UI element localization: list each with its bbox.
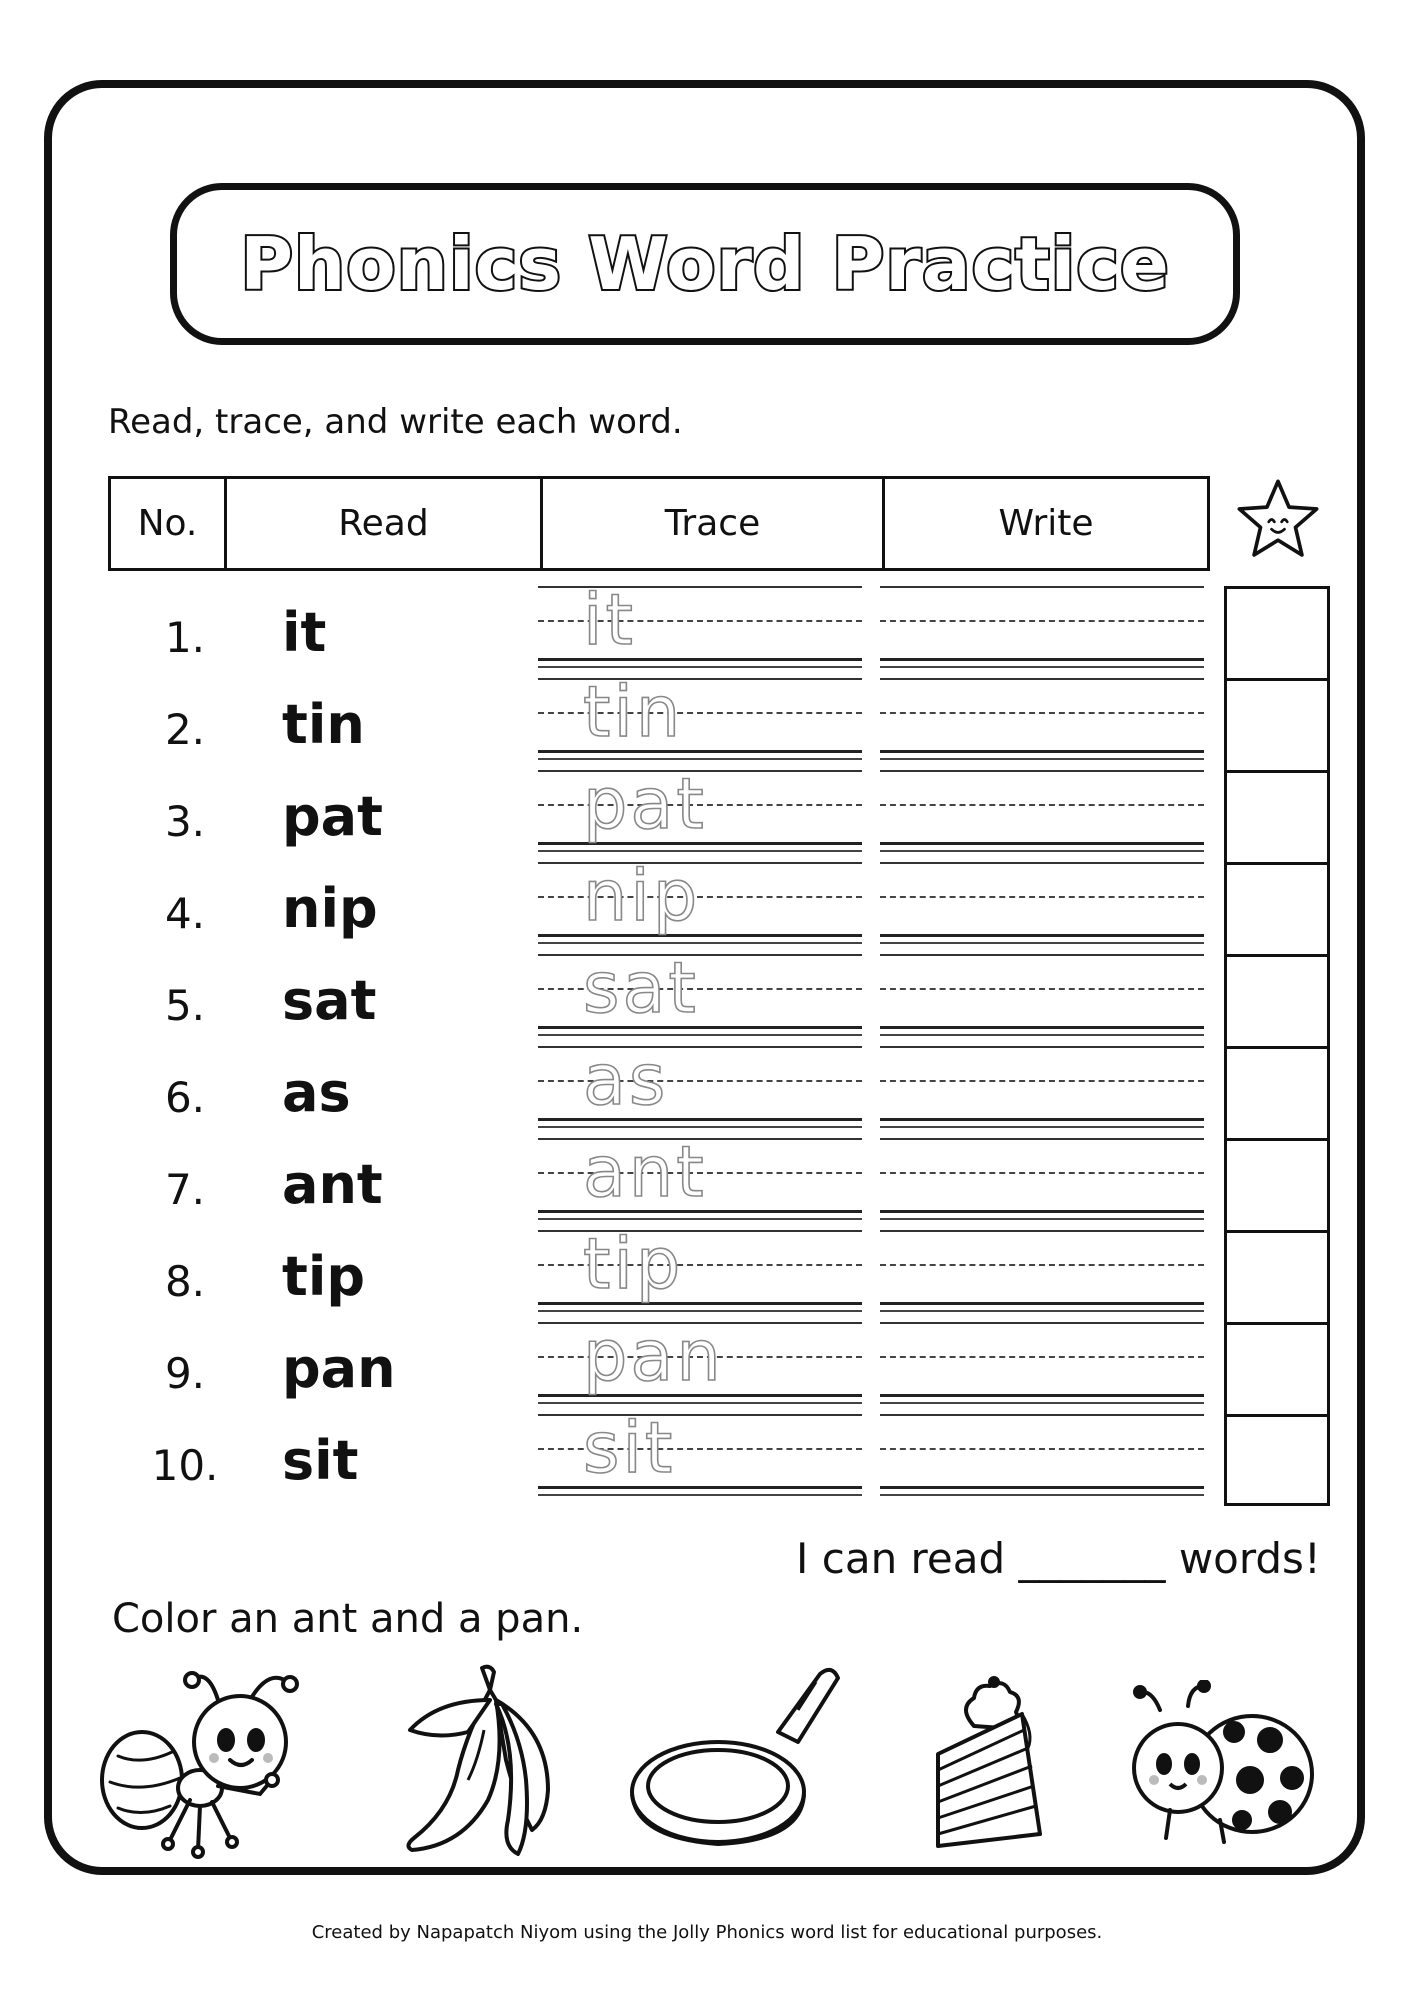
row-number: 4. <box>164 889 206 938</box>
page-title: Phonics Word Practice <box>240 222 1170 306</box>
trace-word: pan <box>583 1315 724 1397</box>
trace-lines[interactable] <box>538 763 862 850</box>
read-word: it <box>282 601 327 664</box>
read-word: nip <box>282 877 378 940</box>
title-banner <box>170 183 1240 345</box>
checkbox-column <box>1224 586 1330 1506</box>
trace-word: nip <box>583 855 701 937</box>
header-read: Read <box>227 479 543 568</box>
row-number: 2. <box>164 705 206 754</box>
read-word: tip <box>282 1245 365 1308</box>
header-write: Write <box>998 503 1094 544</box>
checkbox[interactable] <box>1227 1141 1327 1233</box>
trace-word: ant <box>583 1131 707 1213</box>
color-instruction: Color an ant and a pan. <box>112 1596 584 1642</box>
row-number: 5. <box>164 981 206 1030</box>
write-lines[interactable] <box>880 1322 1204 1402</box>
checkbox[interactable] <box>1227 1233 1327 1325</box>
i-can-read-text: I can read _______ words! <box>796 1534 1321 1583</box>
instructions: Read, trace, and write each word. <box>108 402 683 442</box>
ant-icon[interactable] <box>100 1660 320 1860</box>
read-word: tin <box>282 693 365 756</box>
header-trace: Trace <box>543 479 885 568</box>
table-header <box>108 476 1210 571</box>
checkbox[interactable] <box>1227 865 1327 957</box>
write-lines[interactable] <box>880 862 1204 942</box>
trace-lines[interactable] <box>538 671 862 758</box>
trace-word: tin <box>583 671 684 753</box>
checkbox[interactable] <box>1227 681 1327 773</box>
trace-word: sit <box>583 1407 676 1489</box>
trace-lines[interactable] <box>538 579 862 666</box>
ladybug-icon[interactable] <box>1130 1680 1320 1850</box>
star-icon <box>1232 474 1324 566</box>
trace-lines[interactable] <box>538 1131 862 1218</box>
write-lines[interactable] <box>880 1414 1204 1494</box>
row-number: 1. <box>164 613 206 662</box>
trace-word: it <box>583 579 636 661</box>
read-word: sit <box>282 1429 359 1492</box>
read-word: sat <box>282 969 377 1032</box>
write-lines[interactable] <box>880 1046 1204 1126</box>
write-lines[interactable] <box>880 1230 1204 1310</box>
checkbox[interactable] <box>1227 773 1327 865</box>
write-lines[interactable] <box>880 678 1204 758</box>
read-word: pan <box>282 1337 396 1400</box>
header-no: No. <box>111 479 227 568</box>
trace-word: as <box>583 1039 669 1121</box>
checkbox[interactable] <box>1227 957 1327 1049</box>
row-number: 10. <box>151 1441 219 1490</box>
trace-lines[interactable] <box>538 855 862 942</box>
frying-pan-icon[interactable] <box>626 1660 840 1860</box>
footer-credit: Created by Napapatch Niyom using the Jolly Phonics word list for educational purposes. <box>311 1922 1103 1943</box>
cake-icon[interactable] <box>918 1674 1058 1854</box>
trace-lines[interactable] <box>538 947 862 1034</box>
checkbox[interactable] <box>1227 1417 1327 1503</box>
read-word: pat <box>282 785 383 848</box>
trace-lines[interactable] <box>538 1039 862 1126</box>
row-number: 8. <box>164 1257 206 1306</box>
banana-icon[interactable] <box>398 1660 568 1860</box>
row-number: 7. <box>164 1165 206 1214</box>
row-number: 9. <box>164 1349 206 1398</box>
checkbox[interactable] <box>1227 589 1327 681</box>
checkbox[interactable] <box>1227 1049 1327 1141</box>
trace-word: sat <box>583 947 699 1029</box>
write-lines[interactable] <box>880 586 1204 666</box>
checkbox[interactable] <box>1227 1325 1327 1417</box>
write-lines[interactable] <box>880 954 1204 1034</box>
read-word: as <box>282 1061 351 1124</box>
write-lines[interactable] <box>880 770 1204 850</box>
trace-lines[interactable] <box>538 1223 862 1310</box>
row-number: 3. <box>164 797 206 846</box>
trace-word: tip <box>583 1223 684 1305</box>
row-number: 6. <box>164 1073 206 1122</box>
read-word: ant <box>282 1153 383 1216</box>
trace-lines[interactable] <box>538 1315 862 1402</box>
write-lines[interactable] <box>880 1138 1204 1218</box>
trace-word: pat <box>583 763 707 845</box>
trace-lines[interactable] <box>538 1407 862 1494</box>
